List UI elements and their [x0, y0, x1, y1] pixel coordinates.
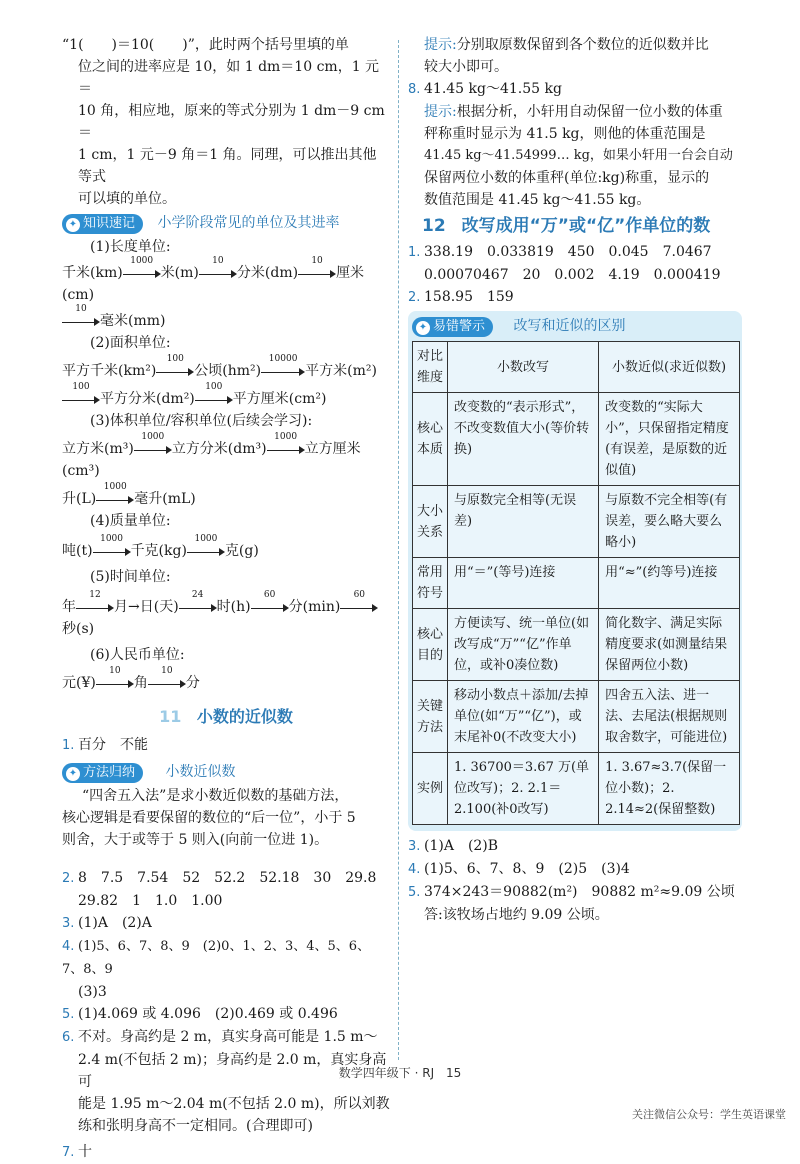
section-11-heading [62, 706, 390, 728]
table-cell: 常用符号 [413, 558, 448, 609]
intro-line: 位之间的进率应是 10，如 1 dm＝10 cm，1 元＝ [78, 59, 380, 97]
area-title: (2)面积单位: [90, 335, 171, 351]
table-header-row [413, 342, 740, 393]
arrow-icon: 10 [62, 316, 100, 326]
capacity-chain: 升(L) 1000 毫升(mL) [62, 482, 196, 507]
length-title: (1)长度单位: [90, 239, 171, 255]
intro-line: 1 cm，1 元－9 角＝1 角。同理，可以推出其他等式 [78, 147, 377, 185]
time-chain-cont: 秒(s) [62, 621, 95, 637]
table-cell: 与原数不完全相等(有误差，要么略大要么略小) [599, 486, 740, 558]
answer-7: 7. 十 [62, 1144, 92, 1160]
answer-4: 4. (1)5、6、7、8、9 (2)0、1、2、3、4、5、6、7、8、9 (3)3 [62, 939, 371, 1000]
table-cell: 用“≈”(约等号)连接 [599, 558, 740, 609]
table-cell: 改变数的“表示形式”，不改变数值大小(等价转换) [448, 393, 599, 486]
volume-title: (3)体积单位/容积单位(后续会学习): [90, 413, 313, 429]
table-header-cell: 小数近似(求近似数) [599, 342, 740, 393]
lightbulb-icon: ✦ [66, 767, 80, 781]
lightbulb-icon: ✦ [416, 321, 430, 335]
arrow-icon: 1000 [187, 546, 225, 556]
answer-2: 2. 8 7.5 7.54 52 52.2 52.18 30 29.8 29.82 1 1.0 1.00 [62, 870, 377, 909]
intro-line: 可以填的单位。 [78, 191, 176, 207]
table-cell: 改变数的“实际大小”，只保留指定精度(有误差，是原数的近似值) [599, 393, 740, 486]
comparison-table [412, 341, 740, 825]
method-badge: ✦ 方法归纳 [62, 763, 143, 783]
arrow-icon: 100 [195, 394, 233, 404]
intro-paragraph [62, 34, 390, 210]
tip-label: 提示: [424, 37, 457, 53]
volume-chain: 立方米(m³) 1000 立方分米(dm³) 1000 立方厘米 [62, 432, 361, 457]
method-line: “四舍五入法”是求小数近似数的基础方法， [82, 788, 349, 804]
table-row [413, 681, 740, 753]
table-cell: 1. 3.67≈3.7(保留一位小数)；2. 2.14≈2(保留整数) [599, 753, 740, 825]
area-chain: 平方千米(km²) 100 公顷(hm²) 10000 平方米(m²) [62, 354, 377, 379]
method-line: 核心逻辑是看要保留的数位的“后一位”，小于 5 [62, 810, 356, 826]
mistake-box-title: 改写和近似的区别 [513, 318, 626, 334]
table-cell: 核心本质 [413, 393, 448, 486]
table-cell: 关键方法 [413, 681, 448, 753]
left-column [62, 34, 390, 1164]
section-number: 12 [422, 216, 446, 236]
knowledge-box-header [62, 212, 390, 234]
answer-b4: 4. (1)5、6、7、8、9 (2)5 (3)4 [408, 861, 630, 877]
knowledge-box-title: 小学阶段常见的单位及其进率 [157, 215, 340, 231]
section-title: 小数的近似数 [196, 707, 293, 726]
arrow-icon: 10 [148, 678, 186, 688]
mass-title: (4)质量单位: [90, 513, 171, 529]
method-box-title: 小数近似数 [165, 764, 236, 780]
intro-line: “1( )＝10( )”，此时两个括号里填的单 [62, 37, 349, 53]
arrow-icon: 60 [340, 602, 378, 612]
table-cell: 方便读写、统一单位(如改写成“万”“亿”作单位，或补0凑位数) [448, 609, 599, 681]
mistake-box-header [412, 315, 738, 337]
answer-5: 5. (1)4.069 或 4.096 (2)0.469 或 0.496 [62, 1006, 338, 1022]
time-chain: 年 12 月→日(天) 24 时(h) 60 分(min) 60 [62, 596, 390, 618]
arrow-icon: 1000 [123, 268, 161, 278]
answer-6: 6. 不对。身高约是 2 m，真实身高可能是 1.5 m～ 2.4 m(不包括 2 m)；身高约是 2.0 m，真实身高可 能是 1.95 m～2.04 m(不包括 2.0 m)，所以刘教 练和张明身高不一定相同。(合理即可) [62, 1029, 390, 1134]
table-cell: 实例 [413, 753, 448, 825]
answer-b1: 1. 338.19 0.033819 450 0.045 7.0467 0.00070467 20 0.002 4.19 0.000419 [408, 244, 721, 283]
table-cell: 简化数字、满足实际精度要求(如测量结果保留两位小数) [599, 609, 740, 681]
table-cell: 1. 36700＝3.67 万(单位改写)；2. 2.1＝2.100(补0改写) [448, 753, 599, 825]
answer-b2: 2. 158.95 159 [408, 289, 514, 305]
arrow-icon: 10 [96, 678, 134, 688]
right-column [408, 34, 742, 926]
tip-1: 提示:分别取原数保留到各个数位的近似数并比 较大小即可。 [424, 37, 709, 75]
table-row [413, 558, 740, 609]
page-number: 15 [445, 1066, 462, 1080]
table-header-cell: 小数改写 [448, 342, 599, 393]
section-12-heading [408, 215, 742, 237]
watermark-text: 关注微信公众号：学生英语课堂 [632, 1108, 786, 1121]
table-header-cell: 对比维度 [413, 342, 448, 393]
table-row [413, 393, 740, 486]
table-cell: 四舍五入法、进一法、去尾法(根据规则取舍数字，可能进位) [599, 681, 740, 753]
section-title: 改写成用“万”或“亿”作单位的数 [461, 216, 711, 236]
length-chain: 千米(km) 1000 米(m) 10 分米(dm) 10 厘米(cm) [62, 256, 365, 303]
table-row [413, 486, 740, 558]
table-cell: 移动小数点＋添加/去掉单位(如“万”“亿”)，或末尾补0(不改变大小) [448, 681, 599, 753]
table-cell: 与原数完全相等(无误差) [448, 486, 599, 558]
table-cell: 大小关系 [413, 486, 448, 558]
arrow-icon: 10 [199, 268, 237, 278]
page-footer [0, 1064, 800, 1081]
money-chain: 元(¥) 10 角 10 分 [62, 666, 200, 691]
book-title: 数学四年级下 · RJ [338, 1066, 435, 1080]
tip-label: 提示: [424, 104, 457, 120]
column-divider [398, 40, 399, 1060]
answer-8: 8. 41.45 kg～41.55 kg [408, 81, 562, 97]
method-box-header [62, 761, 390, 783]
length-chain-cont: 10 毫米(mm) [62, 310, 390, 332]
method-box-body [62, 785, 390, 851]
money-title: (6)人民币单位: [90, 647, 185, 663]
section-number: 11 [159, 707, 182, 726]
answer-b5: 5. 374×243＝90882(m²) 90882 m²≈9.09 公顷 答:该牧场占地约 9.09 公顷。 [408, 884, 735, 923]
arrow-icon: 1000 [134, 444, 172, 454]
answer-b3: 3. (1)A (2)B [408, 838, 499, 854]
mass-chain: 吨(t) 1000 千克(kg) 1000 克(g) [62, 534, 259, 559]
mistake-warning-box [408, 311, 742, 831]
warning-badge: ✦ 易错警示 [412, 317, 493, 337]
arrow-icon: 100 [62, 394, 100, 404]
arrow-icon: 60 [251, 602, 289, 612]
lightbulb-icon: ✦ [66, 218, 80, 232]
intro-line: 10 角，相应地，原来的等式分别为 1 dm－9 cm＝ [78, 103, 385, 141]
area-chain-cont: 100 平方分米(dm²) 100 平方厘米(cm²) [62, 388, 390, 410]
arrow-icon: 100 [156, 366, 194, 376]
knowledge-badge: ✦ 知识速记 [62, 214, 143, 234]
arrow-icon: 1000 [93, 546, 131, 556]
arrow-icon: 10000 [261, 366, 305, 376]
tip-2: 提示:根据分析，小轩用自动保留一位小数的体重 秤称重时显示为 41.5 kg，则他的体重范围是 41.45 kg～41.54999… kg，如果小轩用一台会自动 保留两位小数的体重秤(单位:kg)称重，显示的 数值范围是 41.45 kg～41.55 kg。 [424, 104, 733, 208]
answer-3: 3. (1)A (2)A [62, 915, 152, 931]
table-row [413, 753, 740, 825]
table-row [413, 609, 740, 681]
answer-1: 1. 百分 不能 [62, 737, 148, 753]
arrow-icon: 1000 [267, 444, 305, 454]
table-cell: 核心目的 [413, 609, 448, 681]
method-line: 则舍，大于或等于 5 则入(向前一位进 1)。 [62, 832, 329, 848]
table-cell: 用“＝”(等号)连接 [448, 558, 599, 609]
arrow-icon: 12 [76, 602, 114, 612]
arrow-icon: 24 [179, 602, 217, 612]
arrow-icon: 10 [298, 268, 336, 278]
time-title: (5)时间单位: [90, 569, 171, 585]
arrow-icon: 1000 [96, 494, 134, 504]
volume-chain-cont: (cm³) [62, 463, 100, 479]
